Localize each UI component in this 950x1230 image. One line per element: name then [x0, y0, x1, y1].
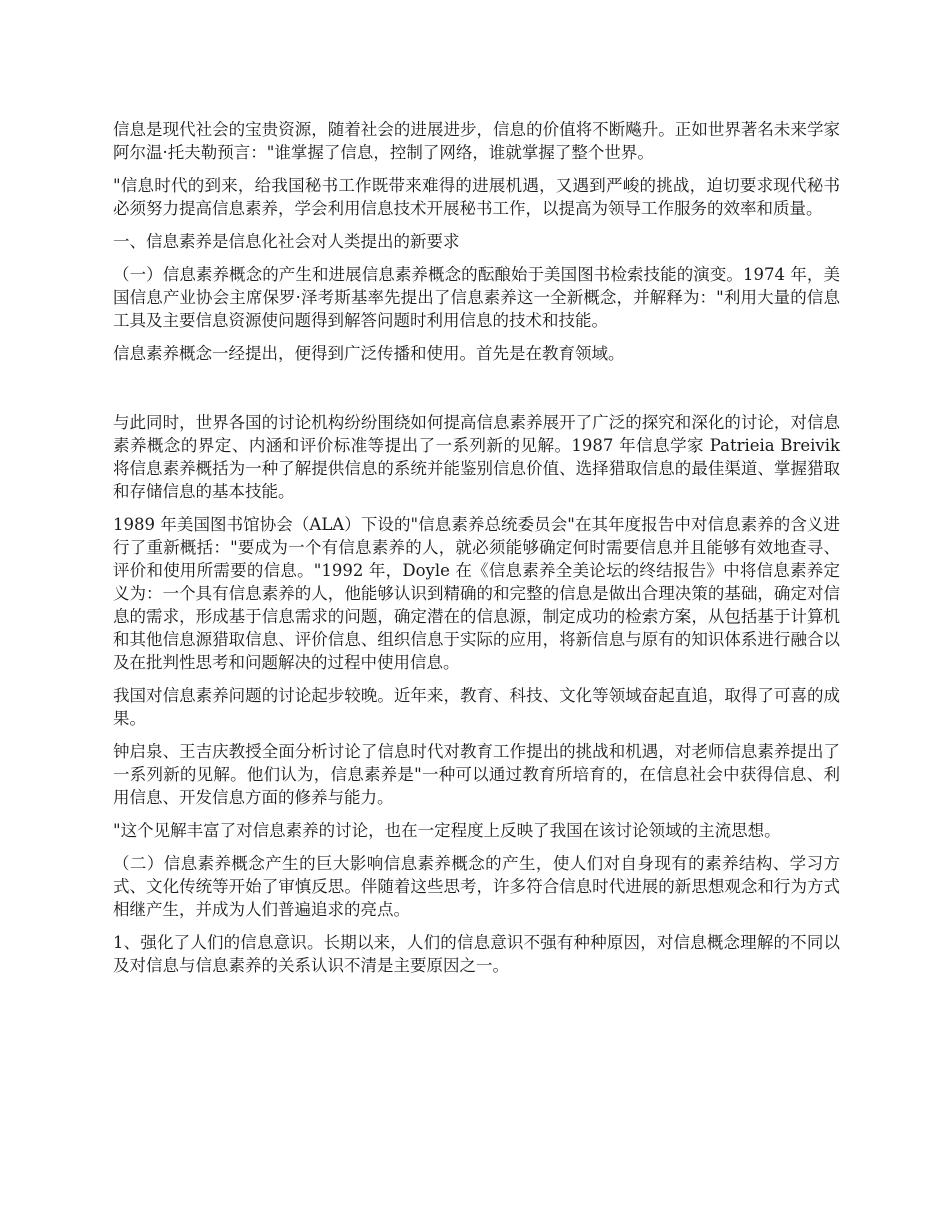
- section-heading-1: 一、信息素养是信息化社会对人类提出的新要求: [113, 232, 460, 251]
- paragraph-ala-definition: 1989 年美国图书馆协会（ALA）下设的"信息素养总统委员会"在其年度报告中对信息素养的含义进行了重新概括："要成为一个有信息素养的人，就必须能够确定何时需要信息并且能够有效地查寻、评价和使用所需要的信息。"1992 年，Doyle 在《信息素养全美论坛的终结报告》中将信息素养定义为：一个具有信息素养的人，他能够认识到精确的和完整的信息是做出合理决策的基础，确定对信息的需求，形成基于信息需求的问题，确定潜在的信息源，制定成功的检索方案，从包括基于计算机和其他信息源猎取信息、评价信息、组织信息于实际的应用，将新信息与原有的知识体系进行融合以及在批判性思考和问题解决的过程中使用信息。: [113, 515, 840, 672]
- paragraph-intro: 信息是现代社会的宝贵资源，随着社会的进展进步，信息的价值将不断飚升。正如世界著名未来学家阿尔温·托夫勒预言："谁掌握了信息，控制了网络，谁就掌握了整个世界。: [113, 120, 840, 162]
- paragraph-china-research: 我国对信息素养问题的讨论起步较晚。近年来，教育、科技、文化等领域奋起直追，取得了可喜的成果。: [113, 686, 840, 728]
- paragraph-professors-view: 钟启泉、王吉庆教授全面分析讨论了信息时代对教育工作提出的挑战和机遇，对老师信息素养提出了一系列新的见解。他们认为，信息素养是"一种可以通过教育所培育的，在信息社会中获得信息、利用信息、开发信息方面的修养与能力。: [113, 742, 840, 807]
- page-gap: [113, 375, 840, 411]
- paragraph-world-research: 与此同时，世界各国的讨论机构纷纷围绕如何提高信息素养展开了广泛的探究和深化的讨论，对信息素养概念的界定、内涵和评价标准等提出了一系列新的见解。1987 年信息学家 Patrieia Breivik 将信息素养概括为一种了解提供信息的系统并能鉴别信息价值、选择猎取信息的最佳渠道、掌握猎取和存储信息的基本技能。: [113, 413, 840, 501]
- section-heading-2-paragraph: （二）信息素养概念产生的巨大影响信息素养概念的产生，使人们对自身现有的素养结构、学习方式、文化传统等开始了审慎反思。伴随着这些思考，许多符合信息时代进展的新思想观念和行为方式相继产生，并成为人们普遍追求的亮点。: [113, 854, 840, 919]
- paragraph-secretary-challenge: "信息时代的到来，给我国秘书工作既带来难得的进展机遇，又遇到严峻的挑战，迫切要求现代秘书必须努力提高信息素养，学会利用信息技术开展秘书工作，以提高为领导工作服务的效率和质量。: [113, 176, 840, 218]
- paragraph-concept-origin: （一）信息素养概念的产生和进展信息素养概念的酝酿始于美国图书检索技能的演变。1974 年，美国信息产业协会主席保罗·泽考斯基率先提出了信息素养这一全新概念，并解释为："利用大量的信息工具及主要信息资源使问题得到解答问题时利用信息的技术和技能。: [113, 265, 840, 330]
- document-page: [113, 118, 840, 987]
- paragraph-concept-spread: 信息素养概念一经提出，便得到广泛传播和使用。首先是在教育领域。: [113, 344, 625, 363]
- paragraph-awareness: 1、强化了人们的信息意识。长期以来，人们的信息意识不强有种种原因，对信息概念理解的不同以及对信息与信息素养的关系认识不清是主要原因之一。: [113, 933, 840, 975]
- paragraph-view-significance: "这个见解丰富了对信息素养的讨论，也在一定程度上反映了我国在该讨论领域的主流思想。: [113, 821, 781, 840]
